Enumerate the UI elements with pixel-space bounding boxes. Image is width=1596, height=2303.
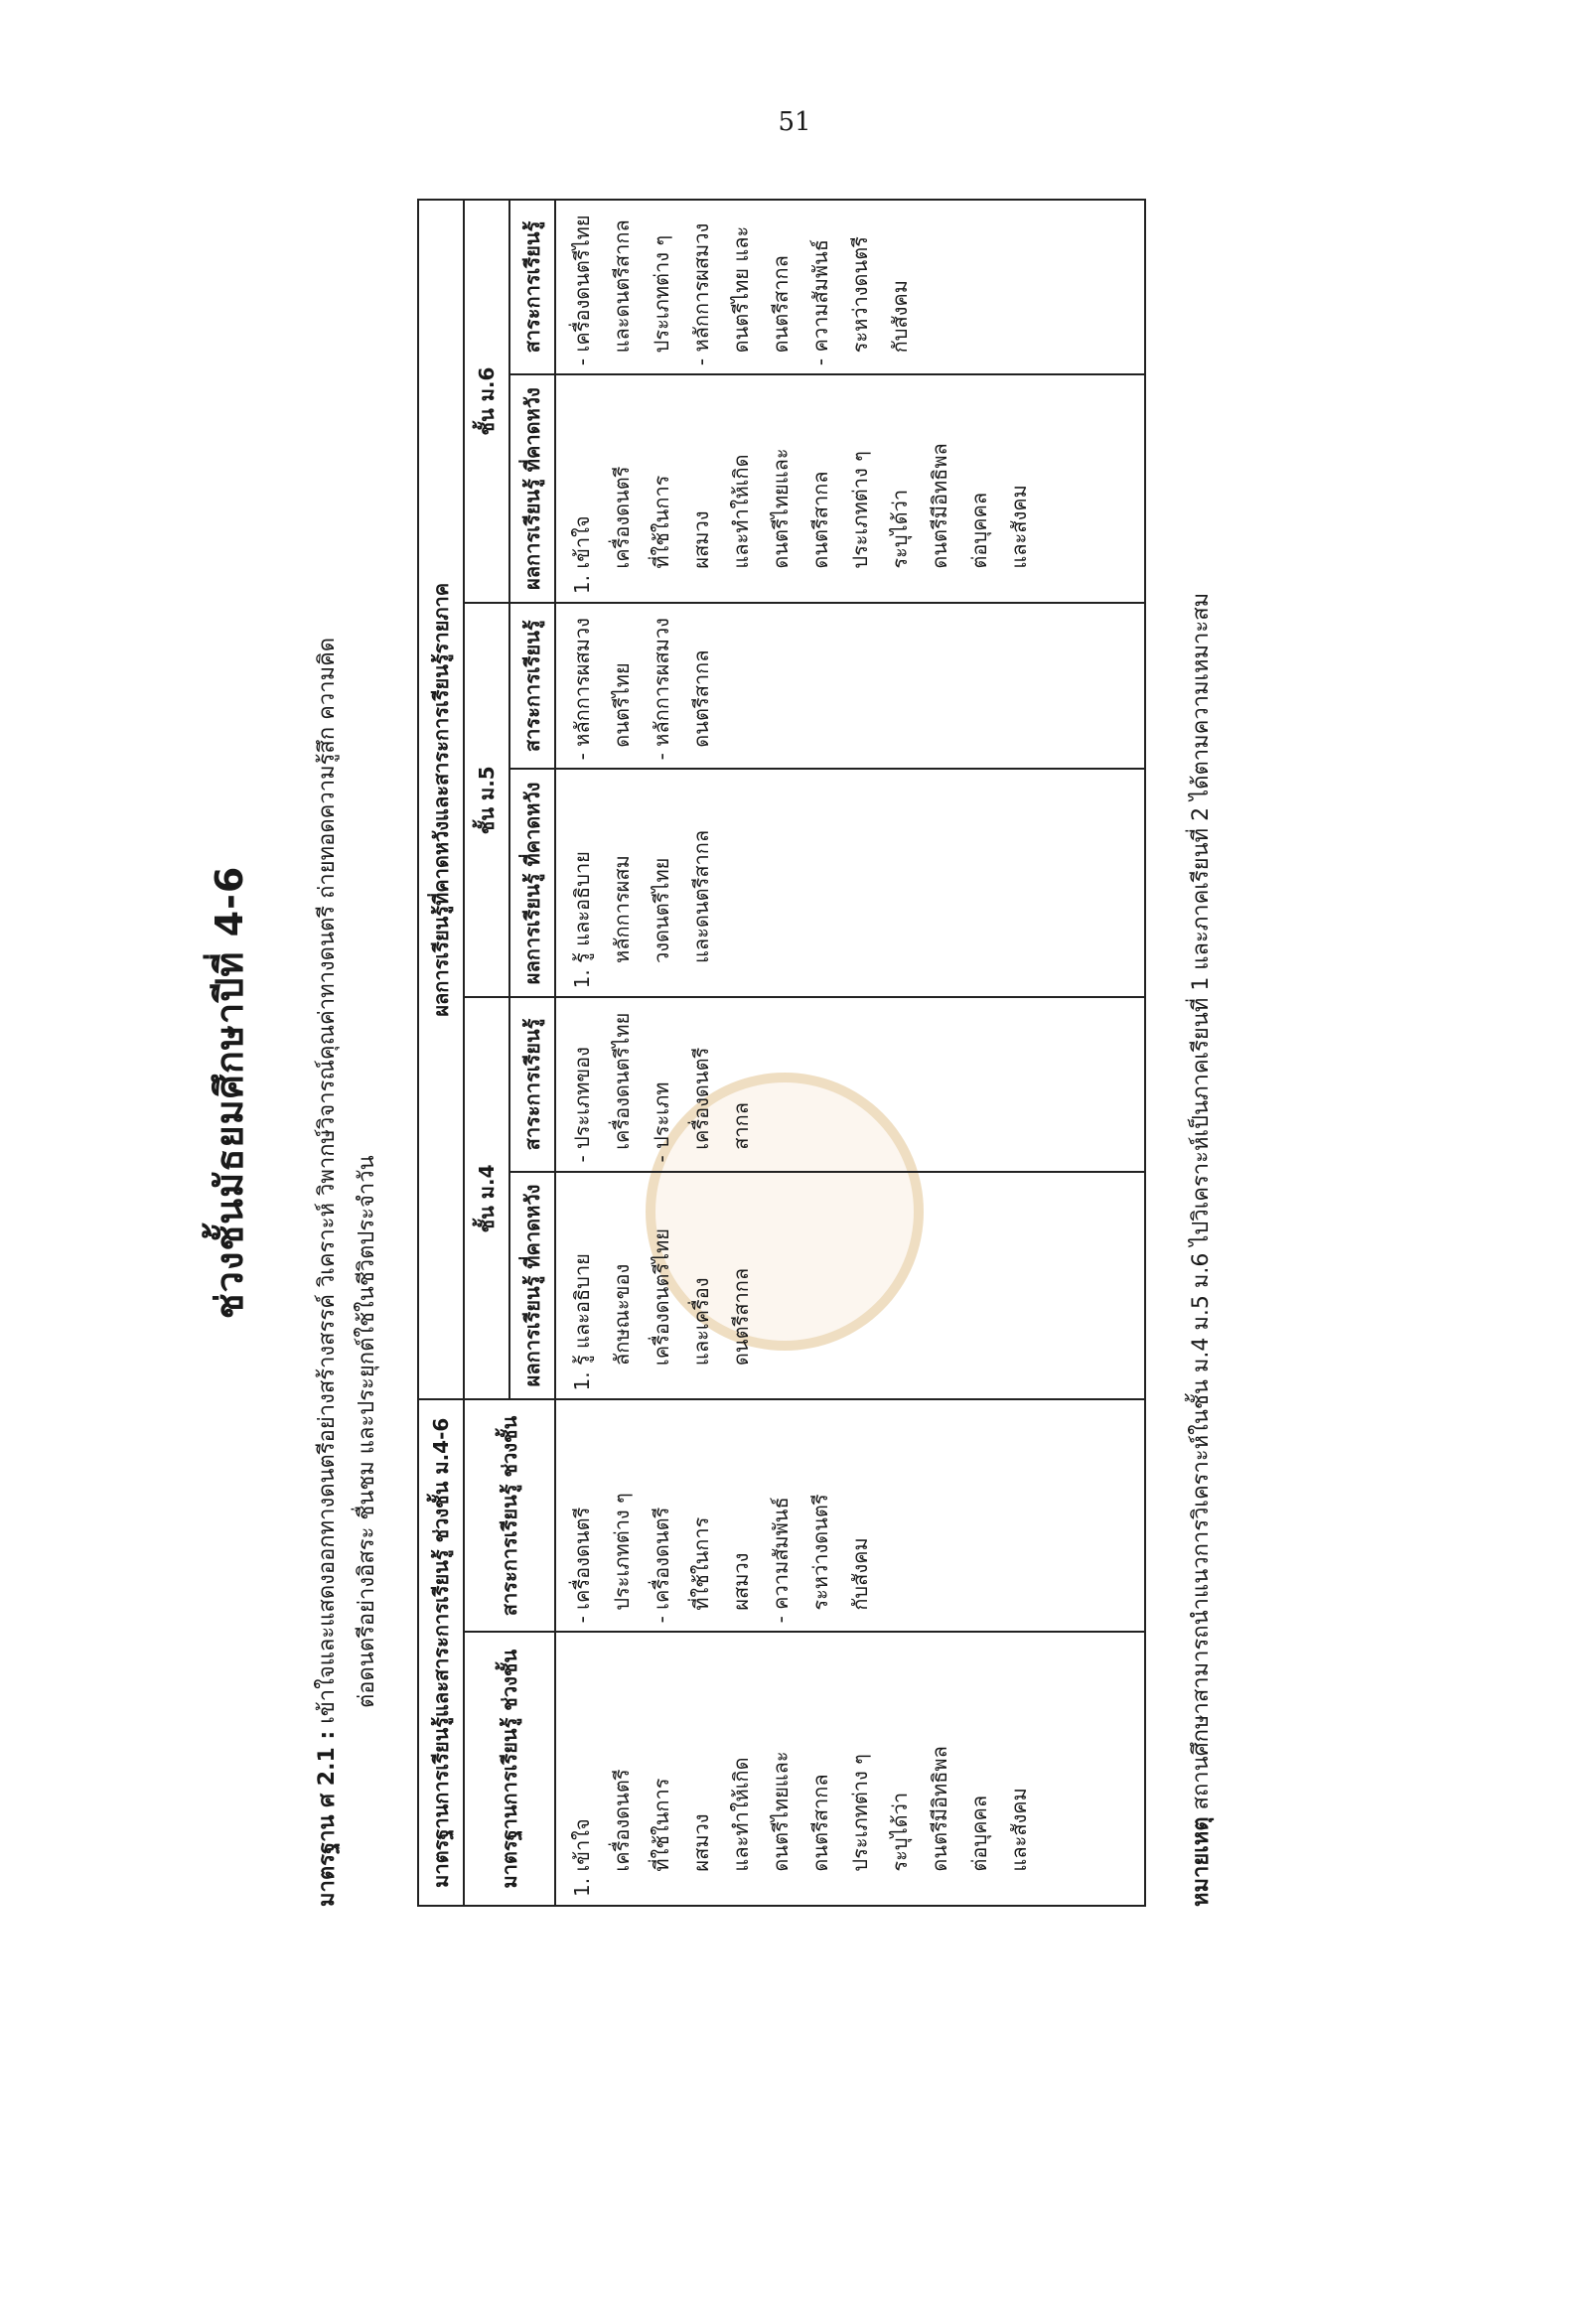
standard-text-1: เข้าใจและแสดงออกทางดนตรีอย่างสร้างสรรค์ วิเคราะห์ วิพากษ์วิจารณ์คุณค่าทางดนตรี ถ่ายทอดความรู้สึก ความคิด xyxy=(315,637,340,1724)
header-content-range: สาระการเรียนรู้ ช่วงชั้น xyxy=(464,1400,555,1633)
table-row xyxy=(555,200,1145,1906)
cell-content-range: - เครื่องดนตรี ประเภทต่าง ๆ - เครื่องดนตรี ที่ใช้ในการ ผสมวง - ความสัมพันธ์ ระหว่างดนตรี กับสังคม xyxy=(570,1493,872,1624)
standard-statement xyxy=(308,218,387,1907)
header-outcome-6: ผลการเรียนรู้ ที่คาดหวัง xyxy=(509,374,555,603)
cell-content-4: - ประเภทของ เครื่องดนตรีไทย - ประเภท เครื่องดนตรี สากล xyxy=(570,1012,753,1163)
curriculum-table xyxy=(417,199,1146,1907)
group-header-left: มาตรฐานการเรียนรู้และสาระการเรียนรู้ ช่วงชั้น ม.4-6 xyxy=(418,1400,464,1907)
note-text: สถานศึกษาสามารถนำแนวการวิเคราะห์ในชั้น ม.4 ม.5 ม.6 ไปวิเคราะห์เป็นภาคเรียนที่ 1 และภาคเรียนที่ 2 ได้ตามความเหมาะสม xyxy=(1189,592,1214,1810)
cell-outcome-4: 1. รู้ และอธิบาย ลักษณะของ เครื่องดนตรีไทย และเครื่อง ดนตรีสากล xyxy=(570,1227,753,1391)
header-outcome-4: ผลการเรียนรู้ ที่คาดหวัง xyxy=(509,1172,555,1400)
cell-standard: 1. เข้าใจ เครื่องดนตรี ที่ใช้ในการ ผสมวง และทำให้เกิด ดนตรีไทยและ ดนตรีสากล ประเภทต่าง ๆ ระบุได้ว่า ดนตรีมีอิทธิพล ต่อบุคคล และสังคม xyxy=(570,1746,1031,1897)
header-content-5: สาระการเรียนรู้ xyxy=(509,603,555,769)
page-number: 51 xyxy=(778,107,811,137)
cell-content-6: - เครื่องดนตรีไทย และดนตรีสากล ประเภทต่าง ๆ - หลักการผสมวง ดนตรีไทย และ ดนตรีสากล - ความสัมพันธ์ ระหว่างดนตรี กับสังคม xyxy=(570,215,912,366)
header-grade-5: ชั้น ม.5 xyxy=(464,603,509,997)
page-title: ช่วงชั้นมัธยมศึกษาปีที่ 4-6 xyxy=(208,865,251,1320)
group-header-right: ผลการเรียนรู้ที่คาดหวังและสาระการเรียนรู้รายภาค xyxy=(418,200,464,1400)
cell-content-5: - หลักการผสมวง ดนตรีไทย - หลักการผสมวง ดนตรีสากล xyxy=(570,618,713,761)
rotated-content xyxy=(179,199,1371,1986)
note-label: หมายเหตุ xyxy=(1189,1816,1214,1907)
footnote xyxy=(1182,199,1222,1907)
standard-label: มาตรฐาน ศ 2.1 : xyxy=(315,1730,340,1907)
cell-outcome-5: 1. รู้ และอธิบาย หลักการผสม วงดนตรีไทย และดนตรีสากล xyxy=(570,829,713,989)
header-grade-4: ชั้น ม.4 xyxy=(464,997,509,1399)
header-grade-6: ชั้น ม.6 xyxy=(464,200,509,603)
header-content-4: สาระการเรียนรู้ xyxy=(509,997,555,1171)
standard-text-2: ต่อดนตรีอย่างอิสระ ชื่นชม และประยุกต์ใช้ในชีวิตประจำวัน xyxy=(355,1155,379,1708)
header-standard: มาตรฐานการเรียนรู้ ช่วงชั้น xyxy=(464,1632,555,1906)
cell-outcome-6: 1. เข้าใจ เครื่องดนตรี ที่ใช้ในการ ผสมวง และทำให้เกิด ดนตรีไทยและ ดนตรีสากล ประเภทต่าง ๆ ระบุได้ว่า ดนตรีมีอิทธิพล ต่อบุคคล และสังคม xyxy=(570,443,1031,595)
header-content-6: สาระการเรียนรู้ xyxy=(509,200,555,374)
header-outcome-5: ผลการเรียนรู้ ที่คาดหวัง xyxy=(509,769,555,997)
